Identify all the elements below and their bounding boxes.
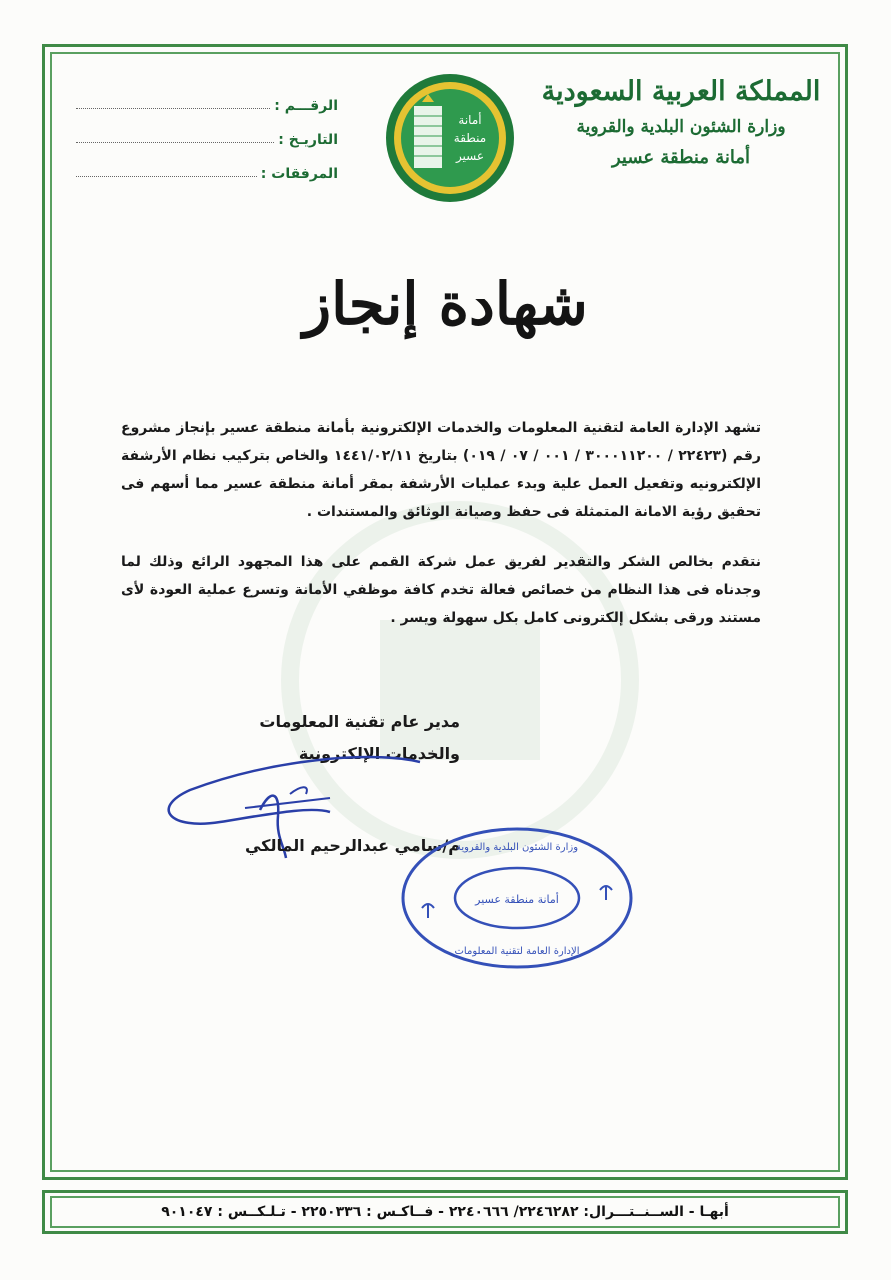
asir-municipality-logo-icon [384, 72, 516, 204]
signatory-title-line2: والخدمات الإلكترونية [298, 744, 460, 763]
stamp-ring-bottom: الإدارة العامة لتقنية المعلومات [454, 946, 580, 957]
body-paragraph-2: نتقدم بخالص الشكر والتقدير لفريق عمل شركة القمم على هذا المجهود الرائع وذلك لما وجدناه فى هذا النظام من خصائص فعالة تخدم كافة موظفي الأمانة وتسرع عملية العودة لأى مستند ورقى بشكل إلكترونى كامل بكل سهولة ويسر . [121, 554, 761, 626]
certificate-title: شهادة إنجاز [303, 270, 588, 338]
ref-number-line [76, 107, 270, 109]
letterhead [531, 72, 831, 174]
ref-attachments-line [76, 175, 257, 177]
ref-date-label: التاريـخ : [278, 132, 338, 148]
stamp-ring-top: وزارة الشئون البلدية والقروية [455, 842, 579, 853]
logo-text-bottom: عسير [455, 149, 485, 163]
ref-attachments-row [76, 148, 338, 182]
reference-fields [76, 80, 338, 182]
letterhead-ministry: وزارة الشئون البلدية والقروية [576, 117, 786, 137]
ref-attachments-label: المرفقات : [260, 166, 338, 182]
logo-text-top: أمانة [458, 113, 482, 127]
footer-bar [50, 1196, 840, 1228]
signatory-title-line1: مدير عام تقنية المعلومات [259, 712, 460, 731]
logo-text-mid: منطقة [453, 131, 487, 145]
footer-contact-info: أبهـا - الســنــتـــرال: ٢٢٤٦٢٨٢/ ٢٢٤٠٦٦٦ - فــاكـس : ٢٢٥٠٣٣٦ - تـلـكــس : ٩٠١٠٤٧ [161, 1204, 729, 1220]
official-stamp-icon [400, 826, 634, 970]
letterhead-municipality: أمانة منطقة عسير [611, 147, 751, 168]
signatory-name: م/سامي عبدالرحيم المالكي [244, 836, 460, 855]
ref-number-label: الرقـــم : [274, 98, 338, 114]
letterhead-kingdom: المملكة العربية السعودية [541, 76, 821, 107]
ref-date-line [76, 141, 274, 143]
ref-number-row [76, 80, 338, 114]
body-paragraph-1: تشهد الإدارة العامة لتقنية المعلومات والخدمات الإلكترونية بأمانة منطقة عسير بإنجاز مشروع رقم (٢٢٤٢٣ / ٣٠٠٠١١٢٠٠ / ٠٠١ / ٠٧ / ٠١٩) بتاريخ ١٤٤١/٠٢/١١ والخاص بتركيب نظام الأرشفة الإلكترونيه وتفعيل العمل علية وبدء عمليات الأرشفة بمقر أمانة منطقة عسير مما أسهم فى تحقيق رؤية الامانة المتمثلة فى حفظ وصيانة الوثائق والمستندات . [121, 420, 761, 520]
ref-date-row [76, 114, 338, 148]
stamp-center-text: أمانة منطقة عسير [475, 893, 559, 906]
